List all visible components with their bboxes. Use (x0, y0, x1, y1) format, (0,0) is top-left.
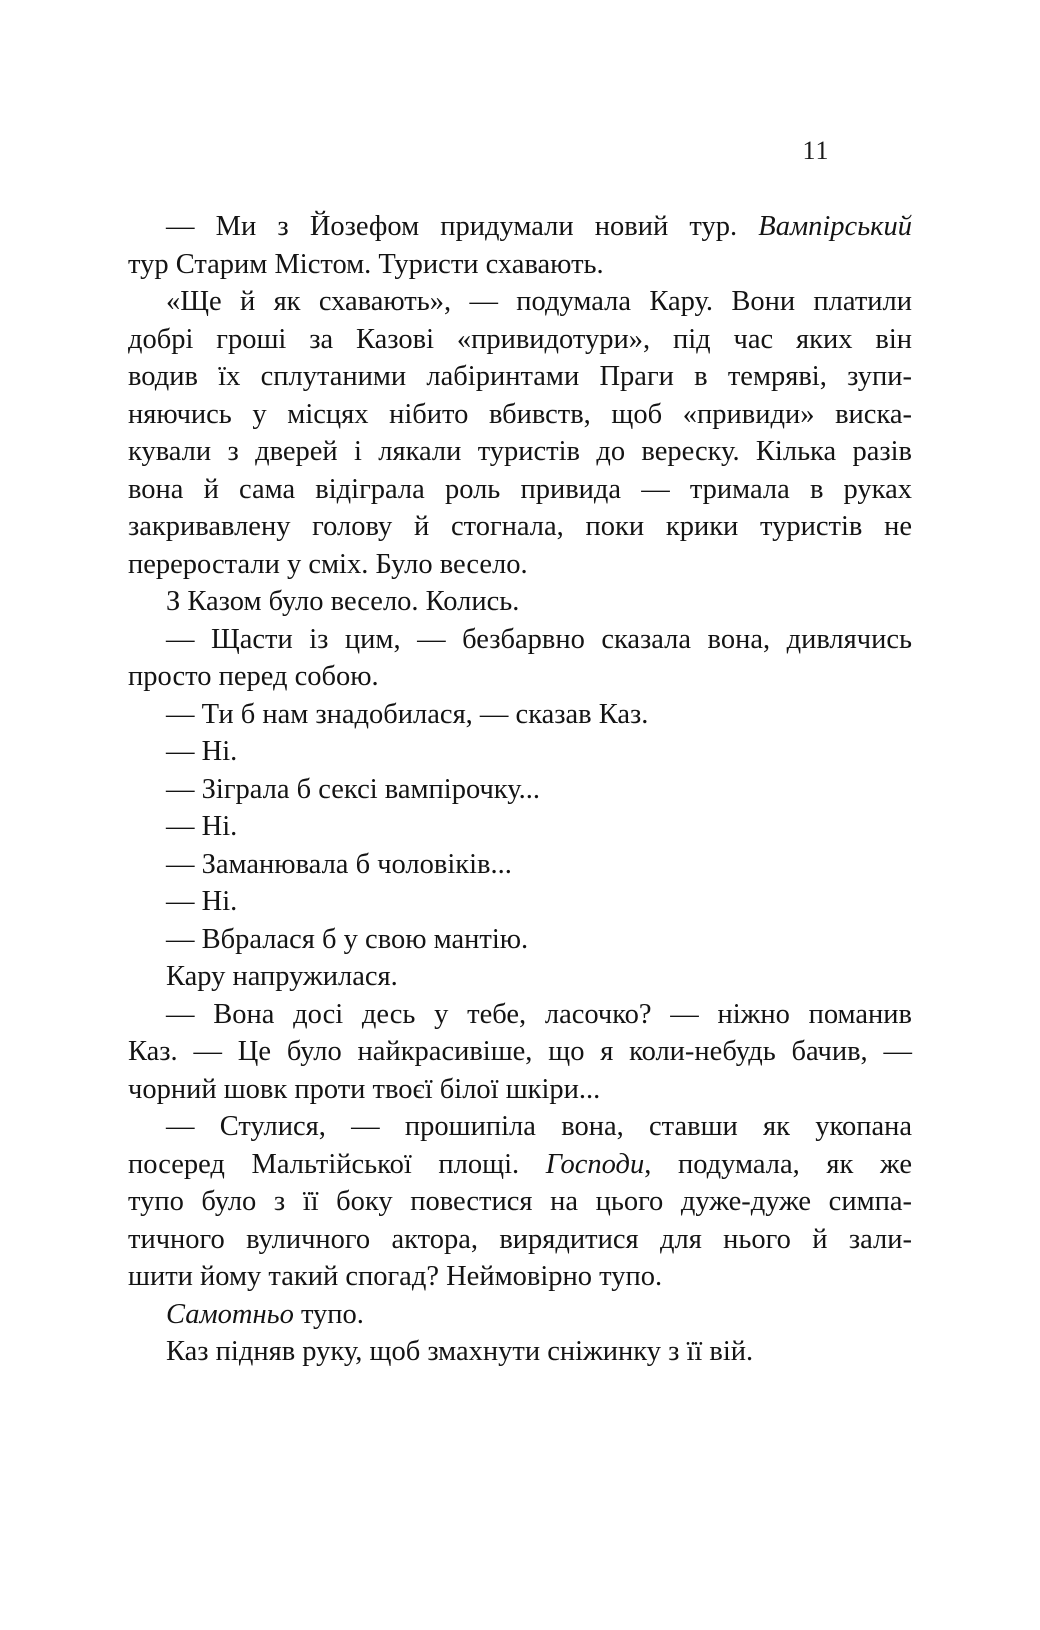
text-line (128, 546, 912, 584)
paragraph (128, 808, 912, 846)
text-segment: добрі гроші за Казові «привидотури», під час яких він (128, 323, 912, 355)
text-line (128, 1183, 912, 1221)
text-line (128, 246, 912, 284)
text-line (128, 846, 912, 884)
text-line (128, 1333, 912, 1371)
text-segment: просто перед собою. (128, 661, 379, 692)
text-line (128, 733, 912, 771)
text-segment: , подумала, як же (644, 1148, 912, 1180)
text-line (128, 471, 912, 509)
text-segment: — Ні. (166, 886, 238, 917)
paragraph (128, 1108, 912, 1296)
text-segment: переростали у сміх. Було весело. (128, 548, 528, 580)
text-line (128, 1071, 912, 1109)
paragraph (128, 958, 912, 996)
text-segment: няючись у місцях нібито вбивств, щоб «привиди» виска- (128, 398, 912, 430)
text-line (128, 621, 912, 659)
text-line (128, 996, 912, 1034)
text-segment: шити йому такий спогад? Неймовірно тупо. (128, 1261, 663, 1292)
text-segment: Каз. — Це було найкрасивіше, що я коли-небудь бачив, — (128, 1036, 912, 1067)
text-line (128, 883, 912, 921)
paragraph (128, 283, 912, 583)
paragraph (128, 583, 912, 621)
text-line (128, 1296, 912, 1334)
text-segment: закривавлену голову й стогнала, поки крики туристів не (128, 511, 912, 542)
text-segment: тупо. (293, 1298, 364, 1330)
text-segment: тичного вуличного актора, вирядитися для нього й зали- (128, 1223, 912, 1255)
text-line (128, 1221, 912, 1259)
text-line (128, 1258, 912, 1296)
text-segment: — Вбралася б у свою мантію. (166, 923, 529, 955)
text-segment: — Ні. (166, 811, 238, 842)
text-line (128, 396, 912, 434)
text-line (128, 696, 912, 734)
text-line (128, 283, 912, 321)
text-segment: Кару напружилася. (166, 961, 398, 992)
text-line (128, 358, 912, 396)
text-line (128, 958, 912, 996)
text-line (128, 771, 912, 809)
text-segment: посеред Мальтійської площі. (128, 1148, 546, 1180)
text-segment: водив їх сплутаними лабіринтами Праги в темряві, зупи- (128, 361, 912, 392)
paragraph (128, 696, 912, 734)
text-segment: — Ні. (166, 736, 238, 767)
text-line (128, 658, 912, 696)
text-segment: — Заманювала б чоловіків... (166, 848, 512, 880)
paragraph (128, 1296, 912, 1334)
text-segment: — Ти б нам знадобилася, — сказав Каз. (166, 698, 649, 730)
text-line (128, 1146, 912, 1184)
text-line (128, 583, 912, 621)
text-line (128, 808, 912, 846)
text-segment: Каз підняв руку, щоб змахнути сніжинку з її вій. (166, 1336, 754, 1367)
text-line (128, 1108, 912, 1146)
text-segment: — Ми з Йозефом придумали новий тур. (166, 211, 759, 242)
paragraph (128, 1333, 912, 1371)
text-block (128, 208, 912, 1371)
text-segment: З Казом було весело. Колись. (166, 586, 520, 617)
text-segment: — Вона досі десь у тебе, ласочко? — ніжно поманив (166, 998, 912, 1030)
paragraph (128, 846, 912, 884)
text-segment: тупо було з її боку повестися на цього дуже-дуже симпа- (128, 1186, 912, 1217)
text-segment: «Ще й як схавають», — подумала Кару. Вони платили (166, 286, 912, 317)
paragraph (128, 996, 912, 1109)
paragraph (128, 883, 912, 921)
text-line (128, 433, 912, 471)
text-segment: вона й сама відіграла роль привида — тримала в руках (128, 473, 912, 505)
text-line (128, 1033, 912, 1071)
text-line (128, 208, 912, 246)
text-segment: — Зіграла б сексі вампірочку... (166, 773, 541, 805)
paragraph (128, 921, 912, 959)
text-segment: — Щасти із цим, — безбарвно сказала вона, дивлячись (166, 623, 912, 655)
text-line (128, 321, 912, 359)
text-line (128, 921, 912, 959)
italic-text-segment: Господи (545, 1148, 645, 1180)
text-segment: тур Старим Містом. Туристи схавають. (128, 248, 604, 280)
italic-text-segment: Самотньо (166, 1298, 294, 1330)
paragraph (128, 733, 912, 771)
text-segment: — Стулися, — прошипіла вона, ставши як укопана (166, 1111, 912, 1142)
text-segment: чорний шовк проти твоєї білої шкіри... (128, 1073, 601, 1105)
text-segment: кували з дверей і лякали туристів до вереску. Кілька разів (128, 436, 912, 467)
text-line (128, 508, 912, 546)
paragraph (128, 771, 912, 809)
paragraph (128, 621, 912, 696)
paragraph (128, 208, 912, 283)
italic-text-segment: Вампірський (758, 211, 912, 242)
page-number: 11 (802, 136, 830, 165)
